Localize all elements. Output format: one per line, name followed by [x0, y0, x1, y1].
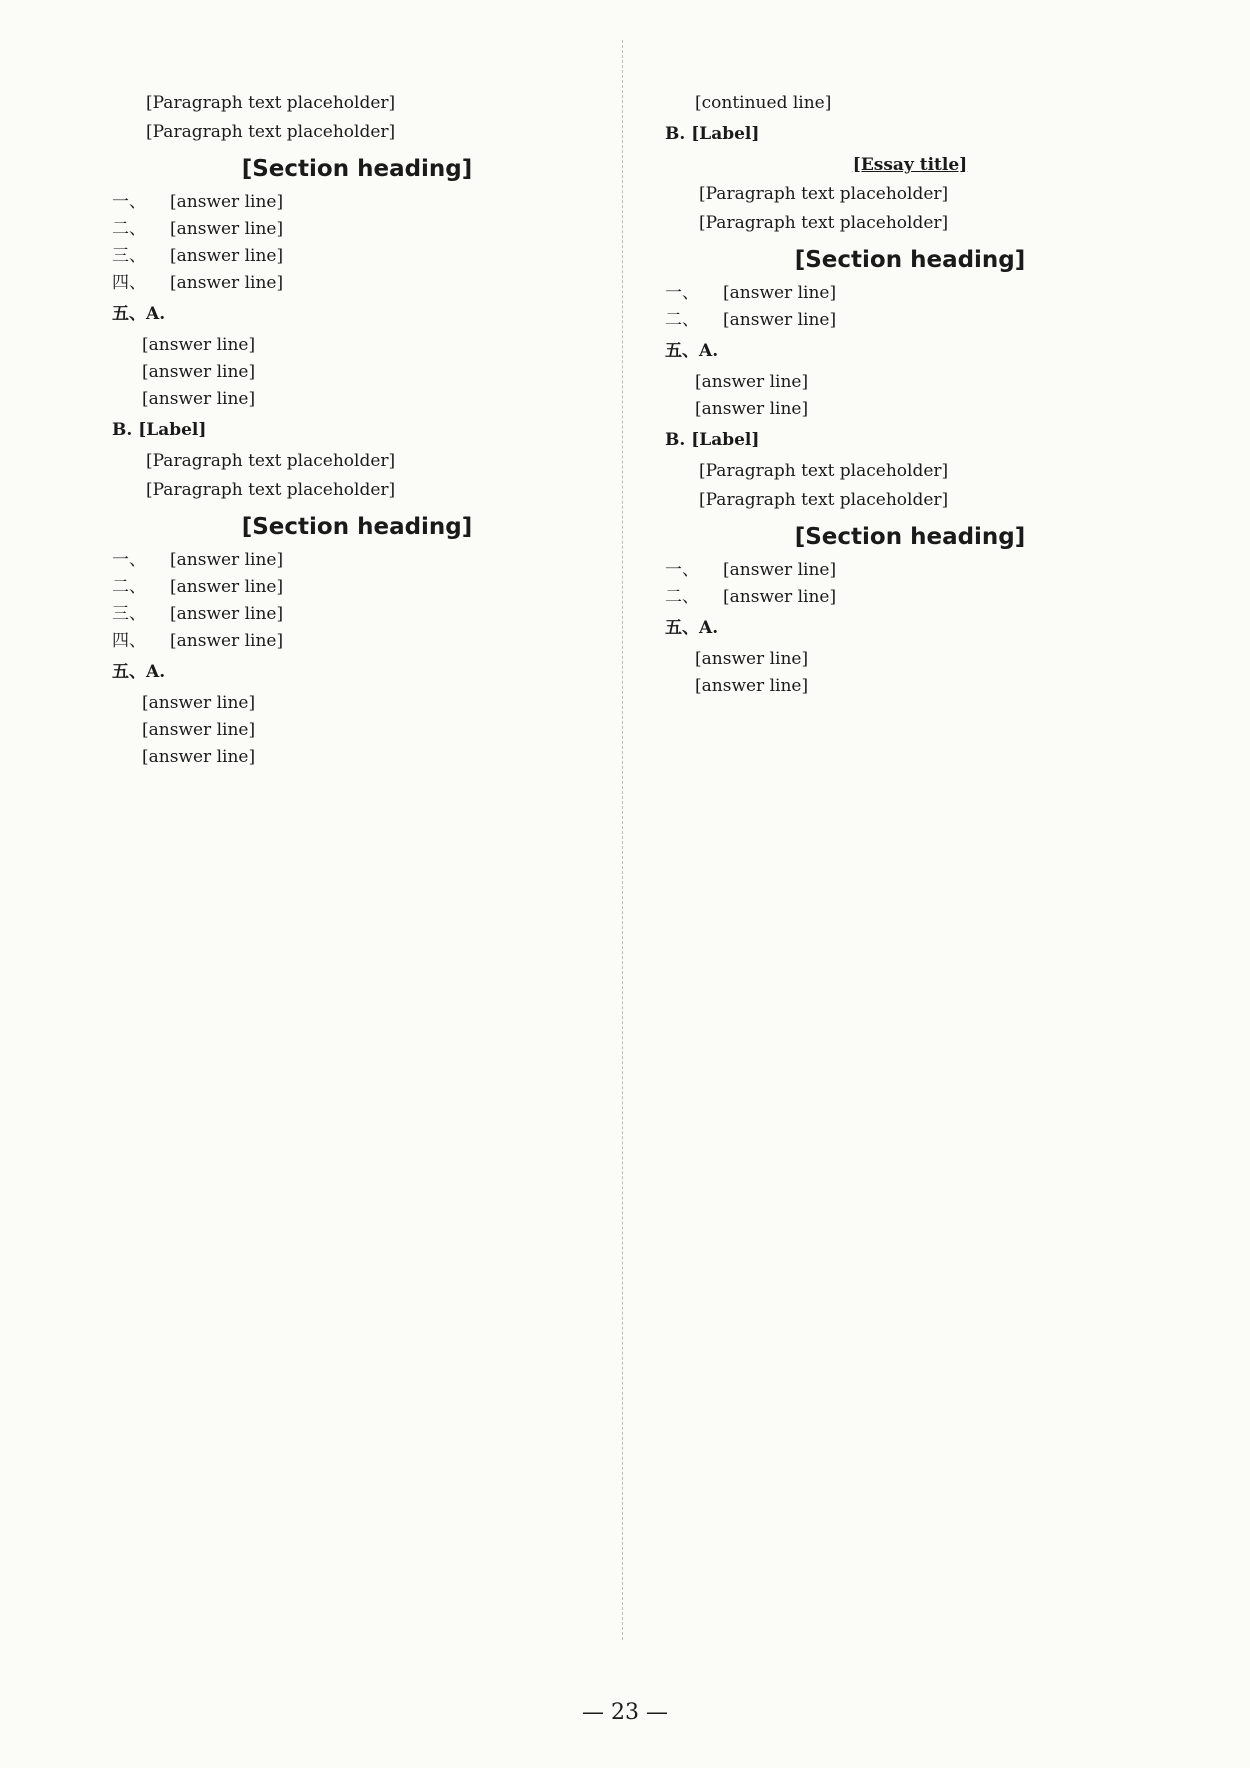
section-heading: [Section heading]	[794, 524, 1026, 550]
answer-row: 四、 [answer line]	[112, 631, 284, 651]
essay-label: B. [Label]	[665, 430, 760, 450]
reading-answer: [answer line]	[142, 693, 256, 713]
reading-answer: [answer line]	[695, 399, 809, 419]
paragraph: [Paragraph text placeholder]	[699, 184, 949, 204]
reading-answer: [answer line]	[695, 676, 809, 696]
section-heading: [Section heading]	[794, 247, 1026, 273]
reading-answer: [answer line]	[142, 362, 256, 382]
paragraph: [Paragraph text placeholder]	[699, 213, 949, 233]
reading-answer: [answer line]	[142, 389, 256, 409]
essay-label: B. [Label]	[665, 124, 760, 144]
column-divider	[622, 40, 623, 1640]
reading-answer: [answer line]	[695, 372, 809, 392]
answer-row: 二、 [answer line]	[665, 587, 837, 607]
right-column	[665, 90, 1155, 700]
answer-row: 二、 [answer line]	[112, 577, 284, 597]
section-label: 五、A.	[665, 618, 719, 638]
reading-answer: [answer line]	[142, 747, 256, 767]
answer-row: 一、 [answer line]	[112, 192, 284, 212]
paragraph: [Paragraph text placeholder]	[146, 122, 396, 142]
essay-title: [Essay title]	[852, 155, 968, 175]
reading-answer: [answer line]	[142, 720, 256, 740]
paragraph: [Paragraph text placeholder]	[146, 451, 396, 471]
paragraph: [Paragraph text placeholder]	[146, 93, 396, 113]
paragraph: [Paragraph text placeholder]	[699, 461, 949, 481]
answer-row: 二、 [answer line]	[112, 219, 284, 239]
reading-answer: [answer line]	[695, 649, 809, 669]
section-label: 五、A.	[112, 304, 166, 324]
paragraph: [Paragraph text placeholder]	[699, 490, 949, 510]
essay-label: B. [Label]	[112, 420, 207, 440]
left-column	[112, 90, 602, 771]
answer-row: 一、 [answer line]	[665, 560, 837, 580]
answer-row: 一、 [answer line]	[665, 283, 837, 303]
section-label: 五、A.	[112, 662, 166, 682]
answer-row: 四、 [answer line]	[112, 273, 284, 293]
page-number: — 23 —	[582, 1700, 668, 1725]
section-label: 五、A.	[665, 341, 719, 361]
answer-row: 三、 [answer line]	[112, 246, 284, 266]
reading-answer: [answer line]	[142, 335, 256, 355]
continued-line: [continued line]	[695, 93, 832, 113]
section-heading: [Section heading]	[241, 514, 473, 540]
paragraph: [Paragraph text placeholder]	[146, 480, 396, 500]
answer-row: 一、 [answer line]	[112, 550, 284, 570]
answer-row: 二、 [answer line]	[665, 310, 837, 330]
answer-row: 三、 [answer line]	[112, 604, 284, 624]
section-heading: [Section heading]	[241, 156, 473, 182]
